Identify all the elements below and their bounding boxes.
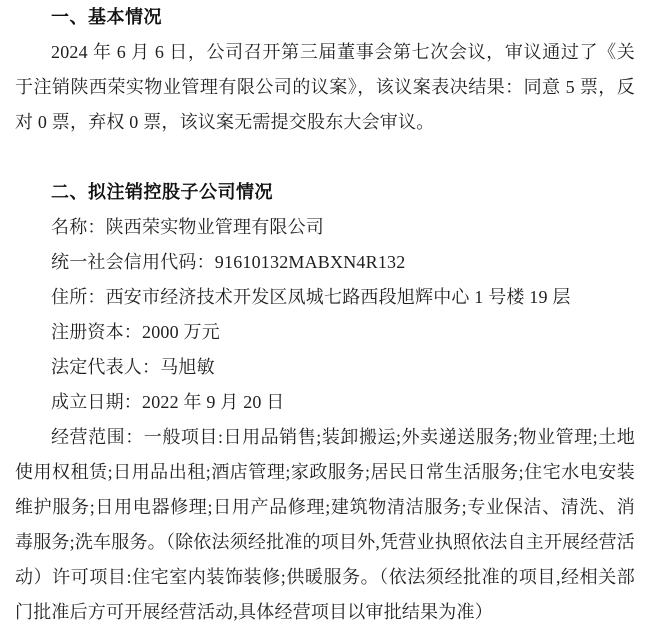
info-line-establishment-date: 成立日期：2022 年 9 月 20 日: [51, 392, 285, 412]
section-1-heading: 一、基本情况: [51, 7, 162, 27]
info-line-registered-capital: 注册资本：2000 万元: [51, 322, 220, 342]
section-subsidiary-info: [15, 175, 635, 630]
info-line-company-name: 名称：陕西荣实物业管理有限公司: [51, 217, 324, 237]
section-2-heading: 二、拟注销控股子公司情况: [51, 182, 273, 202]
section-basic-info: [15, 0, 635, 140]
info-line-address: 住所：西安市经济技术开发区凤城七路西段旭辉中心 1 号楼 19 层: [51, 287, 571, 307]
info-line-business-scope: 经营范围：一般项目:日用品销售;装卸搬运;外卖递送服务;物业管理;土地使用权租赁;日用品出租;酒店管理;家政服务;居民日常生活服务;住宅水电安装维护服务;日用电器修理;日用产品修理;建筑物清洁服务;专业保洁、清洗、消毒服务;洗车服务。（除依法须经批准的项目外,凭营业执照依法自主开展经营活动）许可项目:住宅室内装饰装修;供暖服务。（依法须经批准的项目,经相关部门批准后方可开展经营活动,具体经营项目以审批结果为准）: [15, 427, 635, 622]
section-1-paragraph: 2024 年 6 月 6 日，公司召开第三届董事会第七次会议，审议通过了《关于注销陕西荣实物业管理有限公司的议案》，该议案表决结果：同意 5 票，反对 0 票，弃权 0 票，该议案无需提交股东大会审议。: [15, 42, 635, 132]
info-line-credit-code: 统一社会信用代码：91610132MABXN4R132: [51, 252, 406, 272]
info-line-legal-representative: 法定代表人：马旭敏: [51, 357, 215, 377]
